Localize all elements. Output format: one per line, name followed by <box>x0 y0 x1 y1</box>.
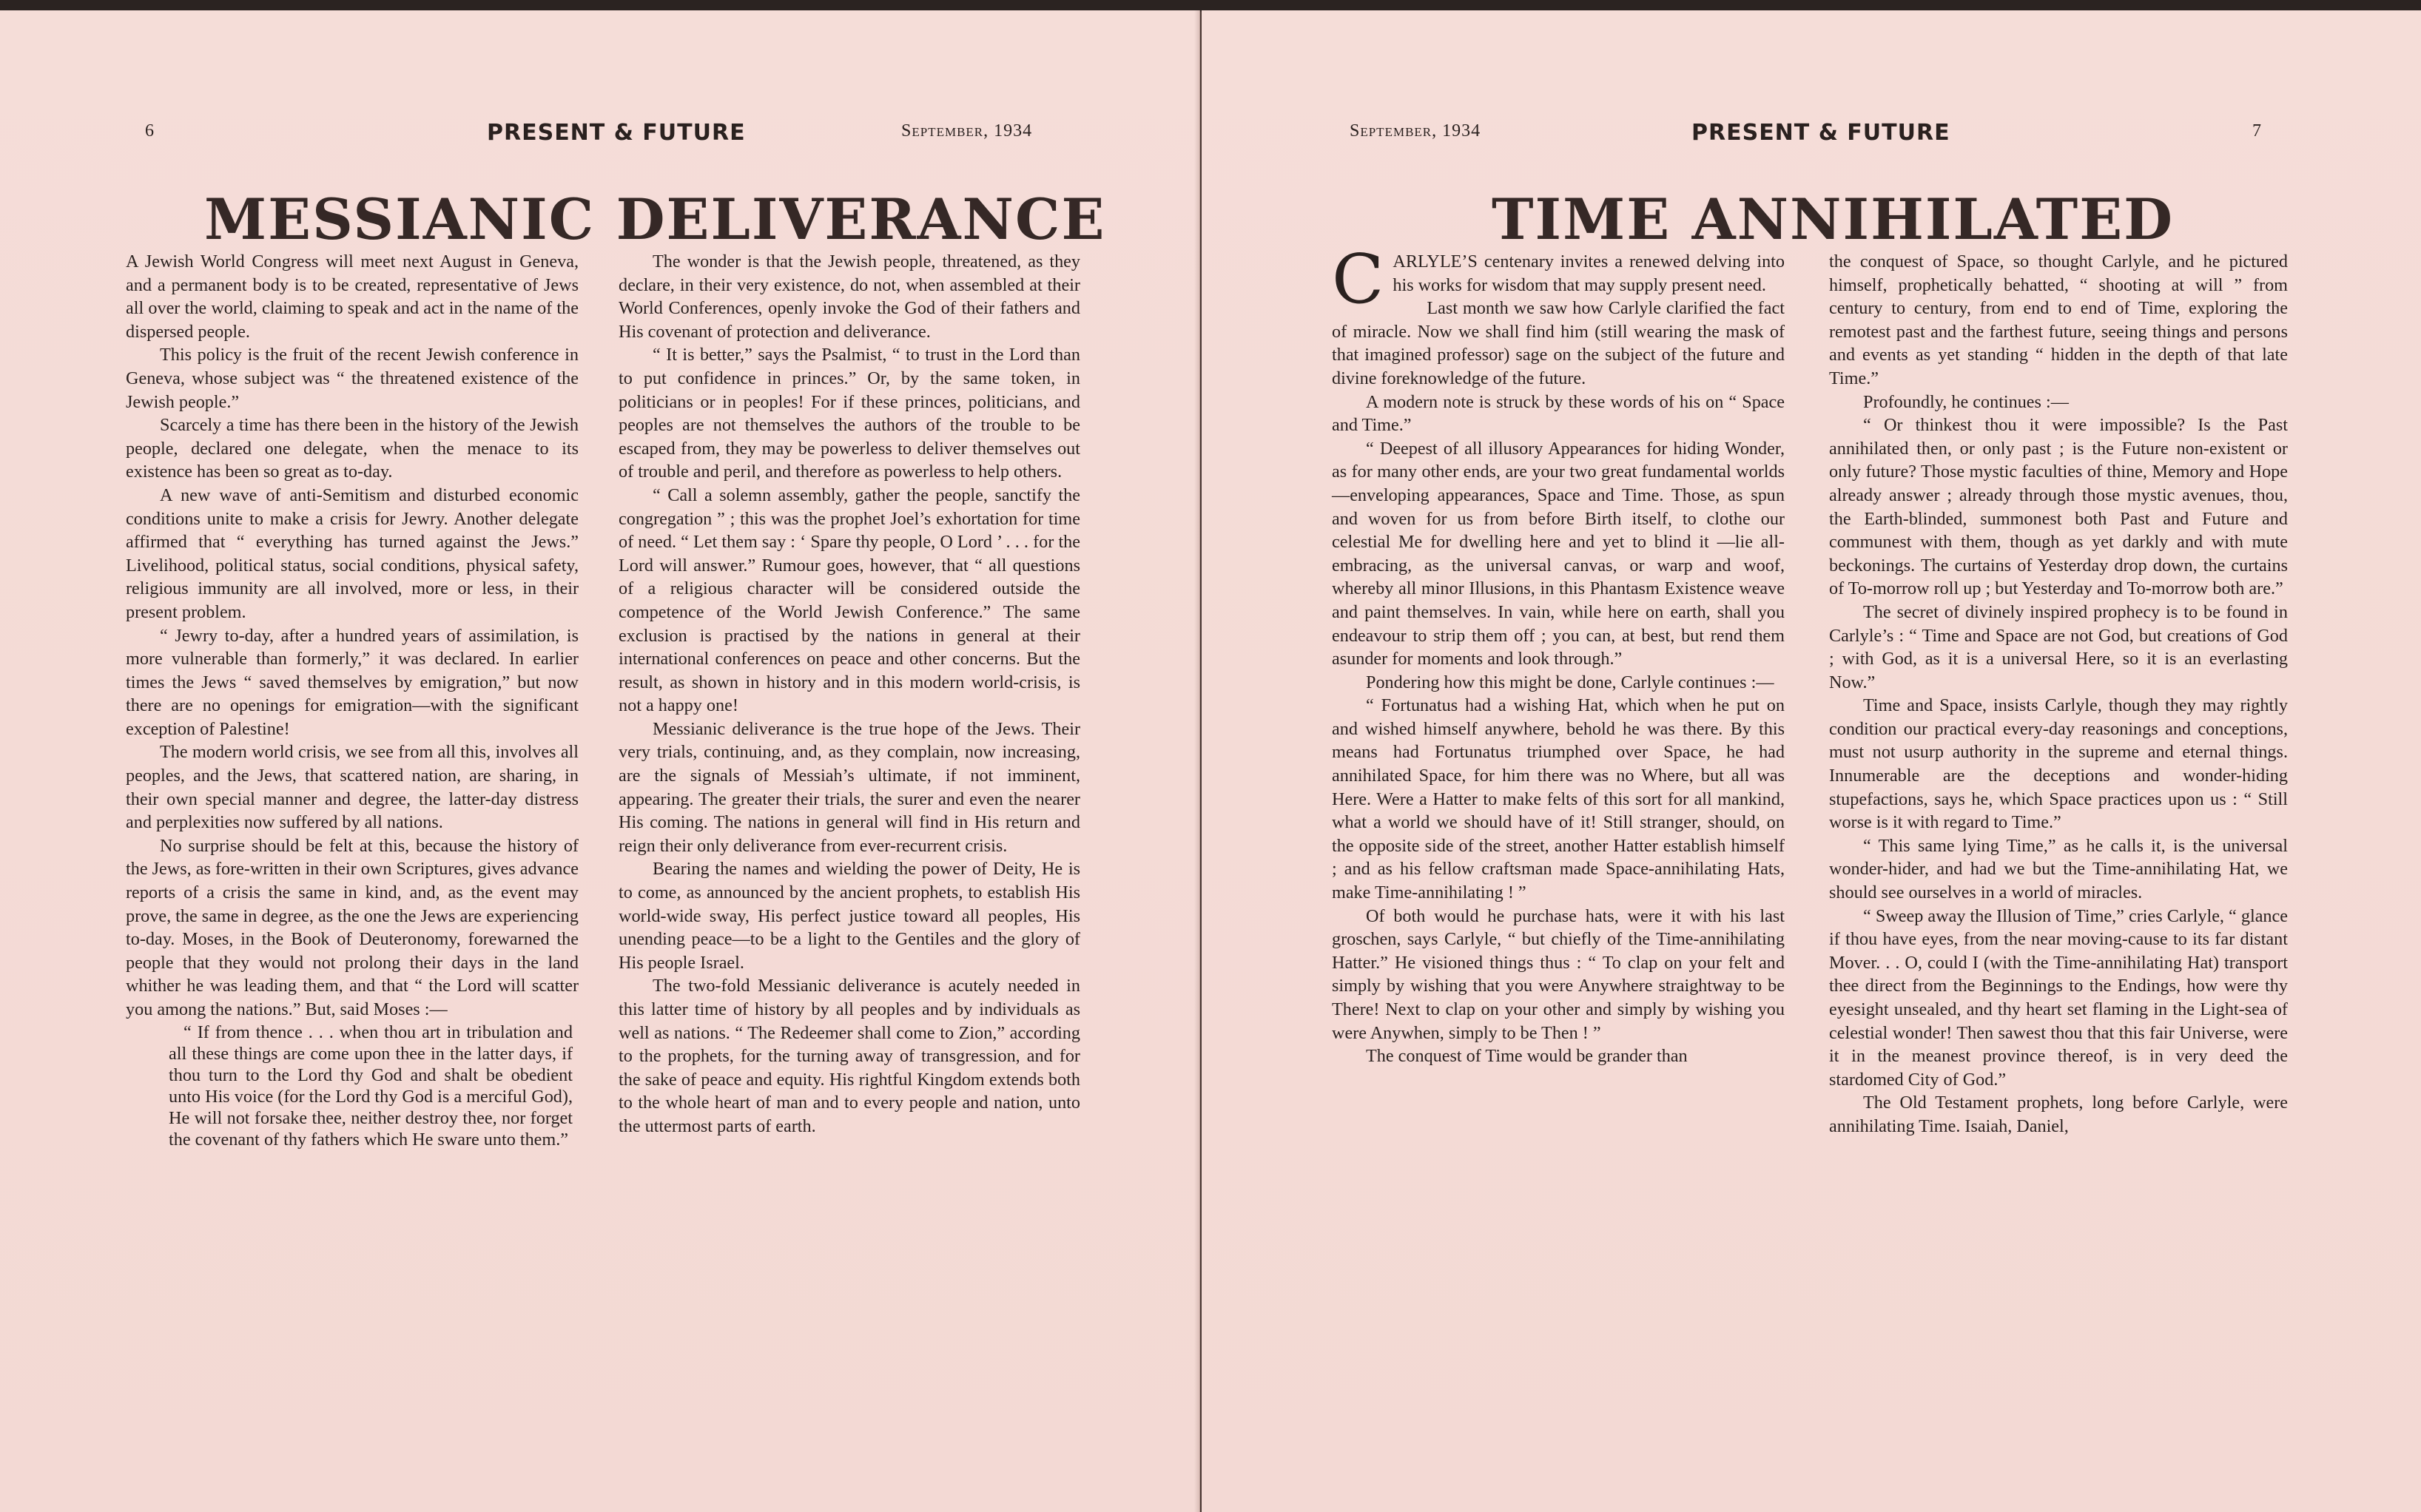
left-page <box>0 10 1200 1512</box>
right-column-2 <box>1829 250 2288 1138</box>
paragraph: “ It is better,” says the Psalmist, “ to trust in the Lord than to put confidence in princes.” Or, by the same token, in politicians or in peoples! For if these princes, politicians, and peoples are not themselves the authors of the trouble to be escaped from, they may be powerless to deliver themselves out of trouble and peril, and therefore as powerless to help others. <box>619 345 1080 482</box>
paragraph: “ Or thinkest thou it were impossible? Is the Past annihilated then, or only past ; is the Future non-existent or only future? Those mystic faculties of thine, Memory and Hope already answer ; already through those mystic avenues, thou, the Earth-blinded, summonest both Past and Future and communest with them, though as yet darkly and with mute beckonings. The curtains of Yesterday drop down, the curtains of To-morrow roll up ; but Yesterday and To-morrow both are.” <box>1829 415 2288 599</box>
block-quote: “ If from thence . . . when thou art in tribulation and all these things are come upon thee in the latter days, if thou turn to the Lord thy God and shalt be obedient unto His voice (for the Lord thy God is a merciful God), He will not forsake thee, neither destroy thee, nor forget the covenant of thy fathers which He sware unto them.” <box>169 1022 573 1150</box>
paragraph: “ This same lying Time,” as he calls it, is the universal wonder-hider, and had we but the Time-annihilating Hat, we should see ourselves in a world of miracles. <box>1829 835 2288 903</box>
paragraph: The modern world crisis, we see from all this, involves all peoples, and the Jews, that scattered nation, are sharing, in their own special manner and degree, the latter-day distress and perplexities now suffered by all nations. <box>126 742 579 833</box>
paragraph: Profoundly, he continues :— <box>1863 391 2069 412</box>
paragraph: A modern note is struck by these words of his on “ Space and Time.” <box>1332 391 1785 436</box>
paragraph: The conquest of Time would be grander than <box>1366 1046 1688 1067</box>
paragraph: Last month we saw how Carlyle clarified the fact of miracle. Now we shall find him (still wearing the mask of that imagined professor) sage on the subject of the future and divine foreknowledge of the future. <box>1332 298 1785 388</box>
paragraph: the conquest of Space, so thought Carlyle, and he pictured himself, prophetically behatted, “ shooting at will ” from century to century, from end to end of Time, exploring the remotest past and the farthest future, seeing things and persons and events as yet standing “ hidden in the depth of that late Time.” <box>1829 252 2288 388</box>
right-column-1 <box>1332 240 1785 1068</box>
paragraph: The two-fold Messianic deliverance is acutely needed in this latter time of history by all peoples and by individuals as well as nations. “ The Redeemer shall come to Zion,” according to the prophets, for the turning away of transgression, and for the sake of peace and equity. His rightful Kingdom extends both to the whole heart of man and to every people and nation, unto the uttermost parts of earth. <box>619 976 1080 1136</box>
paragraph: Messianic deliverance is the true hope of the Jews. Their very trials, continuing, and, as they complain, now increasing, are the signals of Messiah’s ultimate, if not imminent, appearing. The greater their trials, the surer and even the nearer His coming. The nations in general will find in His return and reign their only deliverance from ever-recurrent crisis. <box>619 718 1080 856</box>
paragraph: No surprise should be felt at this, because the history of the Jews, as fore-written in their own Scriptures, gives advance reports of a crisis the same in kind, and, as the event may prove, the same in degree, as the one the Jews are experiencing to-day. Moses, in the Book of Deuteronomy, forewarned the people that they would not prolong their days in the land whither he was leading them, and that “ the Lord will scatter you among the nations.” But, said Moses :— <box>126 835 579 1019</box>
paragraph: Of both would he purchase hats, were it with his last groschen, says Carlyle, “ but chiefly of the Time-annihilating Hatter.” He visioned things thus : “ To clap on your felt and simply by wishing that you were Anywhere straightway to be There! Next to clap on your other and simply by wishing you were Anywhen, simply to be Then ! ” <box>1332 905 1785 1043</box>
masthead: PRESENT & FUTURE <box>487 120 746 146</box>
left-column-2 <box>619 250 1080 1138</box>
paragraph: A Jewish World Congress will meet next August in Geneva, and a permanent body is to be created, representative of Jews all over the world, claiming to speak and act in the name of the dispersed people. <box>126 252 579 342</box>
paragraph: “ Deepest of all illusory Appearances for hiding Wonder, as for many other ends, are your two great fundamental worlds—enveloping appearances, Space and Time. Those, as spun and woven for us from before Birth itself, to clothe our celestial Me for dwelling here and yet to blind it —lie all-embracing, as the universal canvas, or warp and woof, whereby all minor Illusions, in this Phantasm Existence weave and paint themselves. In vain, while here on earth, shall you endeavour to strip them off ; you can, at best, but rend them asunder for moments and look through.” <box>1332 438 1785 669</box>
paragraph: This policy is the fruit of the recent Jewish conference in Geneva, whose subject was “ the threatened existence of the Jewish people.” <box>126 345 579 412</box>
paragraph: “ Jewry to-day, after a hundred years of assimilation, is more vulnerable than formerly,” it was declared. In earlier times the Jews “ saved themselves by emigration,” but now there are no openings for emigration—with the significant exception of Palestine! <box>126 625 579 739</box>
article-title: MESSIANIC DELIVERANCE <box>204 186 1106 252</box>
paragraph: “ Sweep away the Illusion of Time,” cries Carlyle, “ glance if thou have eyes, from the near moving-cause to its far distant Mover. . . O, could I (with the Time-annihilating Hat) transport thee direct from the Beginnings to the Endings, how were thy eyesight unsealed, and thy heart set flaming in the Light-sea of celestial wonder! Then sawest thou that this fair Universe, were it in the meanest province thereof, is in very deed the stardomed City of God.” <box>1829 905 2288 1090</box>
page-number: 7 <box>2252 121 2261 141</box>
page-number: 6 <box>145 121 154 141</box>
article-title: TIME ANNIHILATED <box>1492 186 2175 252</box>
paragraph: “ Fortunatus had a wishing Hat, which when he put on and wished himself anywhere, behold he was there. By this means had Fortunatus triumphed over Space, he had annihilated Space, for him there was no Where, but all was Here. Were a Hatter to make felts of this sort for all mankind, what a world we should have of it! Still stranger, should, on the opposite side of the street, another Hatter establish himself ; and as his fellow craftsman made Space-annihilating Hats, make Time-annihilating ! ” <box>1332 695 1785 903</box>
paragraph: A new wave of anti-Semitism and disturbed economic conditions unite to make a crisis for Jewry. Another delegate affirmed that “ everything has turned against the Jews.” Livelihood, political status, social conditions, physical safety, religious immunity are all involved, more or less, in their present problem. <box>126 485 579 622</box>
right-page <box>1202 10 2421 1512</box>
masthead: PRESENT & FUTURE <box>1691 120 1950 146</box>
paragraph: Time and Space, insists Carlyle, though they may rightly condition our practical every-day reasonings and conceptions, must not usurp authority in the supreme and eternal things. Innumerable are the deceptions and wonder-hiding stupefactions, says he, which Space practices upon us : “ Still worse is it with regard to Time.” <box>1829 695 2288 833</box>
drop-cap: C <box>1332 240 1384 319</box>
issue-date: September, 1934 <box>1350 121 1481 141</box>
paragraph: Scarcely a time has there been in the history of the Jewish people, declared one delegate, when the menace to its existence has been so great as to-day. <box>126 415 579 482</box>
paragraph: “ Call a solemn assembly, gather the people, sanctify the congregation ” ; this was the prophet Joel’s exhortation for time of need. “ Let them say : ‘ Spare thy people, O Lord ’ . . . for the Lord will answer.” Rumour goes, however, that “ all questions of a religious character will be considered outside the competence of the World Jewish Conference.” The same exclusion is practised by the nations in general at their international conferences on peace and other concerns. But the result, as shown in history and in this modern world-crisis, is not a happy one! <box>619 485 1080 716</box>
lead-text: ARLYLE’S centenary invites a renewed delving into his works for wisdom that may supply present need. <box>1393 252 1785 295</box>
paragraph: The secret of divinely inspired prophecy is to be found in Carlyle’s : “ Time and Space are not God, but creations of God ; with God, as it is a universal Here, so it is an everlasting Now.” <box>1829 601 2288 692</box>
lead-paragraph <box>1332 240 1785 319</box>
issue-date: September, 1934 <box>901 121 1033 141</box>
paragraph: Bearing the names and wielding the power of Deity, He is to come, as announced by the ancient prophets, to establish His world-wide sway, His perfect justice toward all peoples, His unending peace—to be a light to the Gentiles and the glory of His people Israel. <box>619 859 1080 973</box>
right-running-head <box>1202 121 2421 151</box>
left-column-1 <box>126 250 579 1150</box>
paragraph: The wonder is that the Jewish people, threatened, as they declare, in their very existence, do not, when assembled at their World Conferences, openly invoke the God of their fathers and His covenant of protection and deliverance. <box>619 252 1080 342</box>
paragraph: Pondering how this might be done, Carlyle continues :— <box>1366 672 1774 692</box>
paragraph: The Old Testament prophets, long before Carlyle, were annihilating Time. Isaiah, Daniel, <box>1829 1093 2288 1136</box>
left-running-head <box>0 121 1199 151</box>
